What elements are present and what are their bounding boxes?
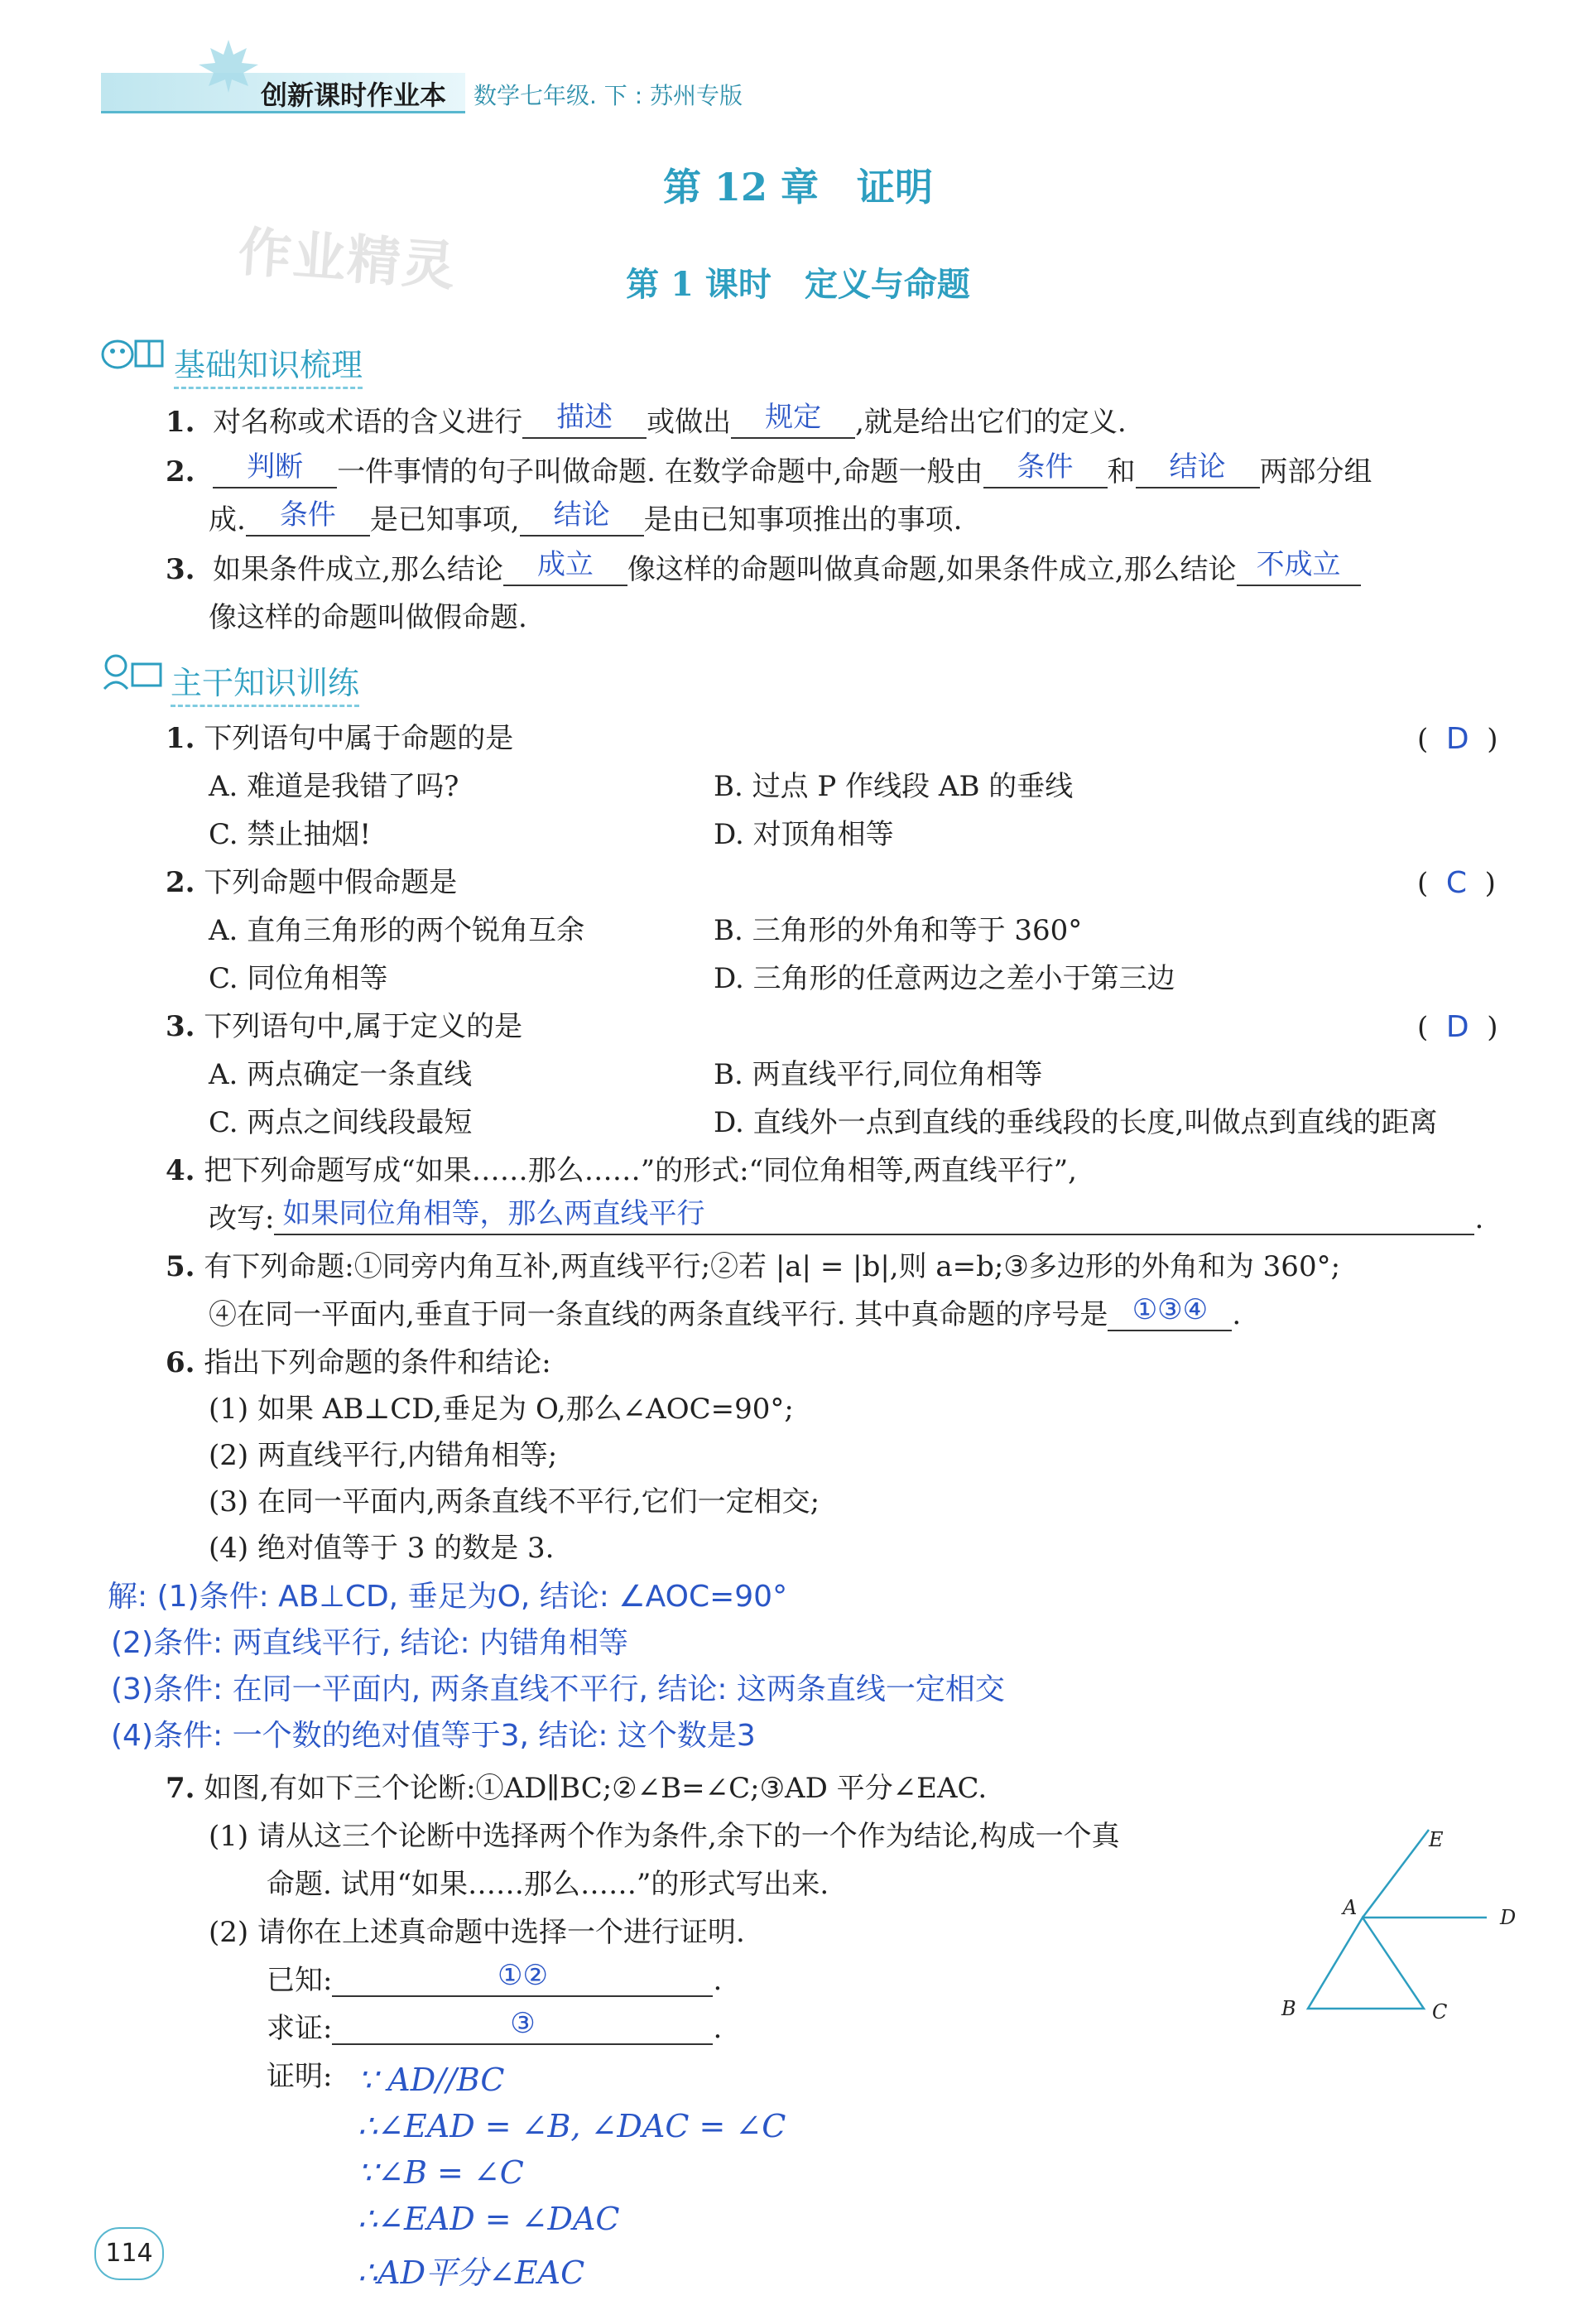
section-title-basics: 基础知识梳理 [174,339,363,389]
label-e: E [1429,1828,1444,1851]
blank: ①② [332,1966,713,1997]
blank: 结论 [520,505,644,537]
blank: 判断 [213,457,337,488]
mc-1-answer: ( D ) [1417,722,1498,756]
s1-question-3-line2: 像这样的命题叫做假命题. [209,601,527,634]
q5-line2: ④在同一平面内,垂直于同一条直线的两条直线平行. 其中真命题的序号是 ①③④ . [209,1293,1242,1331]
mc-2-option-d: D. 三角形的任意两边之差小于第三边 [714,962,1175,995]
mc-2-answer: ( C ) [1417,866,1496,900]
book-title: 创新课时作业本 [261,79,447,111]
mc-3-option-d: D. 直线外一点到直线的垂线段的长度,叫做点到直线的距离 [714,1106,1438,1139]
label-a: A [1343,1896,1358,1919]
s1-question-3-line1: 3. 如果条件成立,那么结论 成立 像这样的命题叫做真命题,如果条件成立,那么结论 不成立 [166,553,1361,586]
mc-3-option-a: A. 两点确定一条直线 [209,1058,473,1091]
label-d: D [1500,1906,1517,1929]
q6-stem: 6. 指出下列命题的条件和结论: [166,1346,551,1379]
mc-3-option-c: C. 两点之间线段最短 [209,1106,473,1139]
q6-solution-2: (2)条件: 两直线平行, 结论: 内错角相等 [111,1626,629,1660]
mc-1-stem: 1. 下列语句中属于命题的是 [166,722,514,755]
section-title-training: 主干知识训练 [171,657,359,707]
blank: 条件 [983,457,1108,488]
mc-3-option-b: B. 两直线平行,同位角相等 [714,1058,1043,1091]
mc-1-option-c: C. 禁止抽烟! [209,818,372,851]
q7-proof-line-4: ∴∠EAD = ∠DAC [358,2201,620,2237]
q7-known: 已知: ①② . [267,1959,723,1997]
label-b: B [1281,1997,1296,2020]
q7-sub1-line1: (1) 请从这三个论断中选择两个作为条件,余下的一个作为结论,构成一个真 [209,1820,1120,1853]
q5-line1: 5. 有下列命题:①同旁内角互补,两直线平行;②若 |a| = |b|,则 a=b;③多边形的外角和为 360°; [166,1250,1341,1283]
q7-proof-label: 证明: [267,2060,333,2093]
q4-stem: 4. 把下列命题写成“如果……那么……”的形式:“同位角相等,两直线平行”, [166,1154,1077,1187]
ray-ae [1363,1830,1429,1918]
mc-2-stem: 2. 下列命题中假命题是 [166,866,458,899]
q7-sub1-line2: 命题. 试用“如果……那么……”的形式写出来. [267,1868,829,1901]
blank: ③ [332,2014,713,2045]
blank: 不成立 [1237,555,1361,586]
maple-leaf-icon [195,36,262,94]
q7-proof-line-5: ∴AD平分∠EAC [358,2254,585,2291]
page-number: 114 [94,2227,164,2280]
q7-proof-line-2: ∴∠EAD = ∠B, ∠DAC = ∠C [358,2108,786,2144]
q7-proof-line-3: ∵∠B = ∠C [358,2154,524,2191]
mc-1-option-b: B. 过点 P 作线段 AB 的垂线 [714,770,1074,803]
mc-2-option-b: B. 三角形的外角和等于 360° [714,914,1083,947]
study-icon [98,647,169,694]
mc-1-option-d: D. 对顶角相等 [714,818,894,851]
q7-stem: 7. 如图,有如下三个论断:①AD∥BC;②∠B=∠C;③AD 平分∠EAC. [166,1772,988,1805]
q6-solution-1: 解: (1)条件: AB⊥CD, 垂足为O, 结论: ∠AOC=90° [108,1580,788,1614]
watermark: 作业精灵 [236,221,459,299]
triangle-abc [1308,1918,1424,2009]
q6-item-2: (2) 两直线平行,内错角相等; [209,1439,558,1472]
blank: 描述 [522,407,647,439]
books-icon [98,330,169,376]
q4-answer-line: 改写: 如果同位角相等，那么两直线平行 . [209,1197,1484,1235]
q7-sub2: (2) 请你在上述真命题中选择一个进行证明. [209,1916,745,1949]
lesson-title: 第 1 课时 定义与命题 [626,265,970,304]
blank: ①③④ [1108,1300,1232,1331]
q6-item-4: (4) 绝对值等于 3 的数是 3. [209,1532,555,1565]
q7-proof-line-1: ∵ AD//BC [358,2062,505,2098]
blank: 条件 [246,505,370,537]
blank: 成立 [503,555,627,586]
q7-prove: 求证: ③ . [267,2007,723,2045]
s1-question-1: 1. 对名称或术语的含义进行 描述 或做出 规定 ,就是给出它们的定义. [166,401,1127,439]
q6-solution-4: (4)条件: 一个数的绝对值等于3, 结论: 这个数是3 [111,1719,756,1753]
chapter-title: 第 12 章 证明 [662,165,934,209]
mc-2-option-a: A. 直角三角形的两个锐角互余 [209,914,585,947]
blank: 如果同位角相等，那么两直线平行 [274,1204,1474,1235]
mc-2-option-c: C. 同位角相等 [209,962,388,995]
s1-question-2-line1: 2. 判断 一件事情的句子叫做命题. 在数学命题中,命题一般由 条件 和 结论 两部分组 [166,450,1372,488]
mc-3-stem: 3. 下列语句中,属于定义的是 [166,1010,523,1043]
label-c: C [1432,2000,1448,2023]
book-subtitle: 数学七年级. 下 : 苏州专版 [474,82,743,109]
q6-solution-3: (3)条件: 在同一平面内, 两条直线不平行, 结论: 这两条直线一定相交 [111,1672,1005,1706]
blank: 规定 [731,407,855,439]
mc-1-option-a: A. 难道是我错了吗? [209,770,459,803]
q6-item-3: (3) 在同一平面内,两条直线不平行,它们一定相交; [209,1485,820,1518]
s1-question-2-line2: 成. 条件 是已知事项, 结论 是由已知事项推出的事项. [209,498,963,537]
q6-item-1: (1) 如果 AB⊥CD,垂足为 O,那么∠AOC=90°; [209,1393,794,1426]
geometry-figure [1267,1821,1540,2037]
blank: 结论 [1136,457,1260,488]
mc-3-answer: ( D ) [1417,1010,1498,1044]
